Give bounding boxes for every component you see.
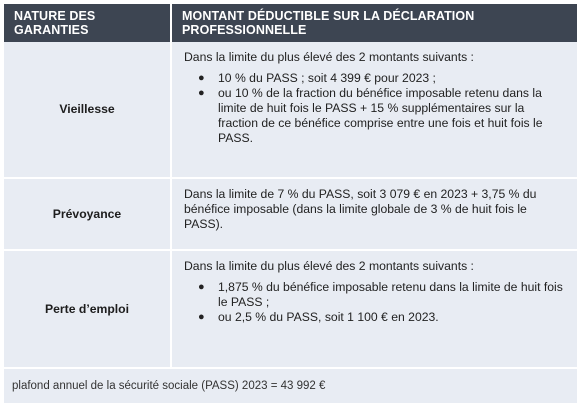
amount-cell [171,250,577,368]
list-item [198,310,565,325]
list-item-text: ou 10 % de la fraction du bénéfice imposable retenu dans la limite de huit fois le PASS + 15 % supplémentaires sur la fraction de ce bénéfice comprise entre une fois et huit fois le PASS. [218,86,543,145]
amount-cell [171,42,577,178]
table-row [4,250,577,368]
guarantees-table [4,4,577,369]
table-row [4,42,577,178]
list-item [198,71,565,86]
table-header-row [4,4,577,42]
amount-list [184,280,565,325]
list-item-text: ou 2,5 % du PASS, soit 1 100 € en 2023. [218,310,439,324]
list-item [198,280,565,310]
guarantees-table-container [4,4,577,403]
amount-intro: Dans la limite du plus élevé des 2 montants suivants : [184,50,474,64]
bullet-icon: ● [198,281,205,293]
amount-list [184,71,565,146]
list-item [198,86,565,146]
amount-cell: Dans la limite de 7 % du PASS, soit 3 079 € en 2023 + 3,75 % du bénéfice imposable (dans la limite globale de 3 % de huit fois le PASS). [171,178,577,250]
list-item-text: 1,875 % du bénéfice imposable retenu dans la limite de huit fois le PASS ; [218,280,563,309]
category-prevoyance: Prévoyance [4,178,171,250]
table-row [4,178,577,250]
category-perte-emploi: Perte d’emploi [4,250,171,368]
bullet-icon: ● [198,87,205,99]
header-nature: NATURE DES GARANTIES [4,4,171,42]
list-item-text: 10 % du PASS ; soit 4 399 € pour 2023 ; [218,71,436,85]
bullet-icon: ● [198,72,205,84]
amount-intro: Dans la limite du plus élevé des 2 montants suivants : [184,259,474,273]
category-vieillesse: Vieillesse [4,42,171,178]
bullet-icon: ● [198,311,205,323]
footnote: plafond annuel de la sécurité sociale (PASS) 2023 = 43 992 € [4,369,577,403]
header-montant: MONTANT DÉDUCTIBLE SUR LA DÉCLARATION PROFESSIONNELLE [171,4,577,42]
